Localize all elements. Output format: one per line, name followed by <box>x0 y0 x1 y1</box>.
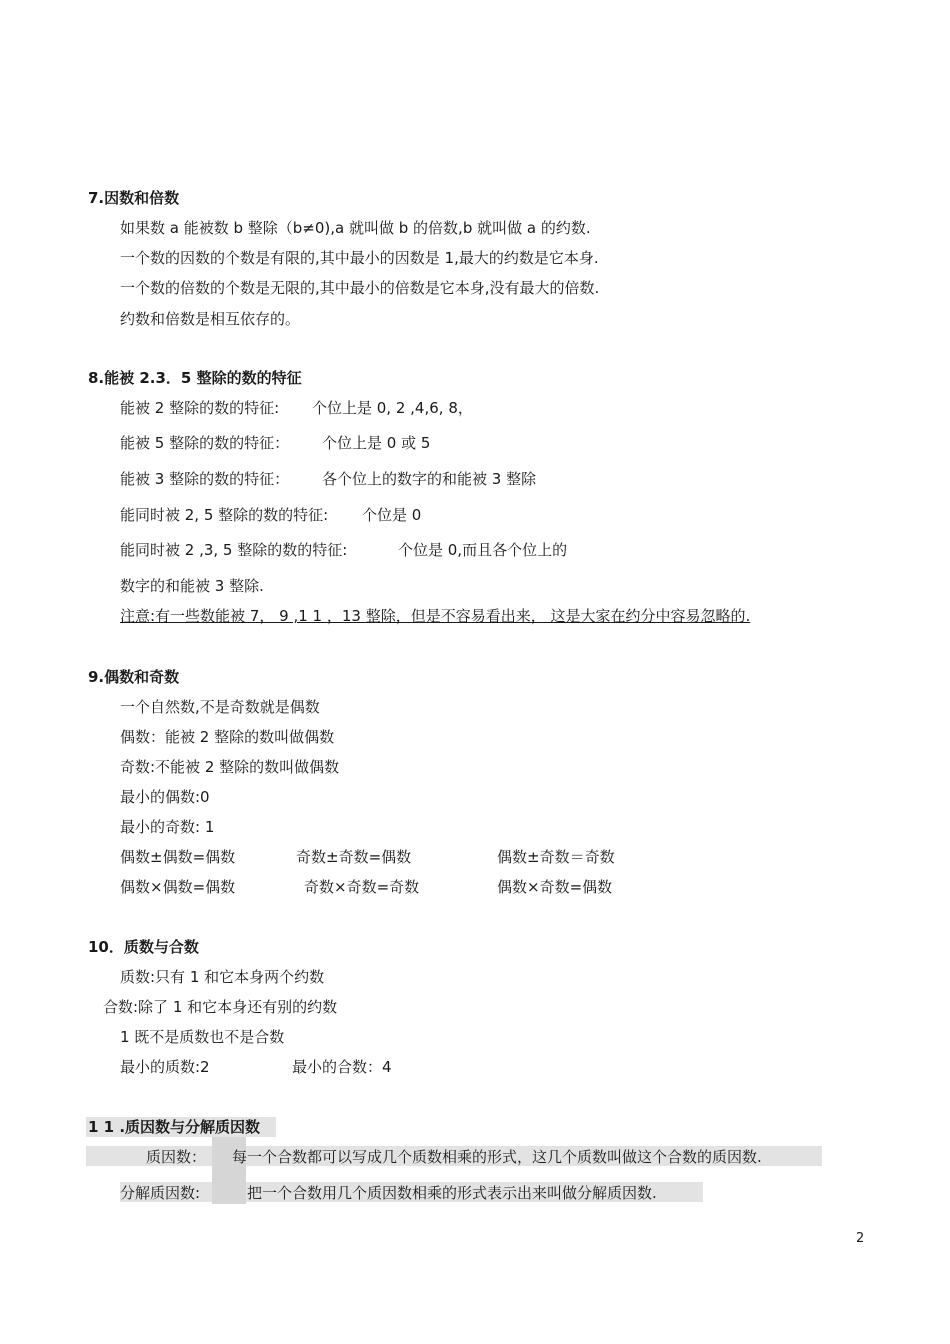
parity-rule: 偶数±偶数=偶数 <box>120 848 236 866</box>
heading-even-odd: 9.偶数和奇数 <box>88 668 180 686</box>
rule-value: 个位是 0 <box>362 506 422 524</box>
definition-text: 每一个合数都可以写成几个质数相乘的形式，这几个质数叫做这个合数的质因数. <box>232 1148 762 1166</box>
text-line: 质数:只有 1 和它本身两个约数 <box>120 968 325 986</box>
rule-value: 个位是 0,而且各个位上的 <box>398 541 568 559</box>
rule-label: 能被 2 整除的数的特征: <box>120 399 280 417</box>
heading-factors-multiples: 7.因数和倍数 <box>88 189 180 207</box>
parity-rule: 奇数×奇数=奇数 <box>304 878 420 896</box>
text-line: 约数和倍数是相互依存的。 <box>120 310 301 328</box>
definition-label: 质因数： <box>146 1148 207 1166</box>
heading-prime-composite: 10．质数与合数 <box>88 938 199 956</box>
text-line: 最小的偶数:0 <box>120 788 210 806</box>
min-composite: 最小的合数：4 <box>292 1058 392 1076</box>
note-underlined: 注意:有一些数能被 7， 9 ,1 1 ，13 整除，但是不容易看出来， 这是大家在约分中容易忽略的. <box>120 607 751 625</box>
text-line: 数字的和能被 3 整除. <box>120 577 264 595</box>
rule-value: 个位上是 0, 2 ,4,6, 8， <box>312 399 473 417</box>
heading-prime-factorization: 1 1 .质因数与分解质因数 <box>88 1118 261 1136</box>
parity-rule: 奇数±奇数=偶数 <box>296 848 412 866</box>
text-line: 一个数的因数的个数是有限的,其中最小的因数是 1,最大的约数是它本身. <box>120 249 599 267</box>
text-line: 最小的奇数: 1 <box>120 818 215 836</box>
text-line: 1 既不是质数也不是合数 <box>120 1028 285 1046</box>
text-line: 合数:除了 1 和它本身还有别的约数 <box>103 998 338 1016</box>
text-line: 偶数：能被 2 整除的数叫做偶数 <box>120 728 335 746</box>
rule-value: 个位上是 0 或 5 <box>322 434 431 452</box>
rule-label: 能被 5 整除的数的特征： <box>120 434 290 452</box>
rule-label: 能被 3 整除的数的特征： <box>120 470 290 488</box>
rule-value: 各个位上的数字的和能被 3 整除 <box>322 470 537 488</box>
parity-rule: 偶数×偶数=偶数 <box>120 878 236 896</box>
text-line: 一个自然数,不是奇数就是偶数 <box>120 698 320 716</box>
min-prime: 最小的质数:2 <box>120 1058 210 1076</box>
page-number: 2 <box>856 1231 865 1246</box>
parity-rule: 偶数±奇数＝奇数 <box>497 848 615 866</box>
heading-divisibility: 8.能被 2.3．5 整除的数的特征 <box>88 369 302 387</box>
rule-label: 能同时被 2 ,3, 5 整除的数的特征: <box>120 541 348 559</box>
text-line: 奇数:不能被 2 整除的数叫做偶数 <box>120 758 340 776</box>
definition-label: 分解质因数: <box>120 1184 201 1202</box>
text-line: 如果数 a 能被数 b 整除（b≠0),a 就叫做 b 的倍数,b 就叫做 a 的约数. <box>120 219 591 237</box>
definition-text: 把一个合数用几个质因数相乘的形式表示出来叫做分解质因数. <box>247 1184 657 1202</box>
rule-label: 能同时被 2, 5 整除的数的特征: <box>120 506 329 524</box>
text-line: 一个数的倍数的个数是无限的,其中最小的倍数是它本身,没有最大的倍数. <box>120 279 600 297</box>
parity-rule: 偶数×奇数=偶数 <box>497 878 613 896</box>
